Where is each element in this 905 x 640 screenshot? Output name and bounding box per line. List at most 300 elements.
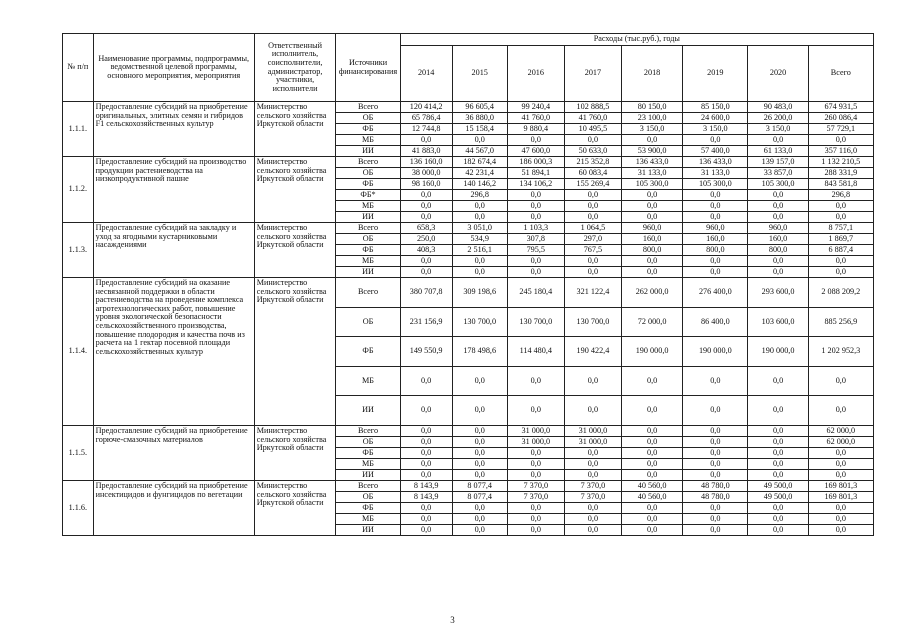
year-value: 795,5 [507, 245, 564, 256]
year-value: 9 880,4 [507, 124, 564, 135]
year-value: 0,0 [400, 190, 452, 201]
header-year: 2019 [683, 46, 748, 102]
year-value: 2 516,1 [452, 245, 507, 256]
year-value: 0,0 [564, 135, 621, 146]
funding-source: ФБ [336, 245, 400, 256]
funding-source: Всего [336, 480, 400, 491]
year-value: 0,0 [400, 267, 452, 278]
year-value: 800,0 [748, 245, 808, 256]
row-number: 1.1.3. [63, 223, 94, 278]
year-value: 61 133,0 [748, 146, 808, 157]
year-value: 90 483,0 [748, 102, 808, 113]
year-value: 534,9 [452, 234, 507, 245]
year-value: 3 150,0 [621, 124, 682, 135]
year-value: 0,0 [748, 513, 808, 524]
year-value: 262 000,0 [621, 278, 682, 308]
year-value: 0,0 [564, 513, 621, 524]
row-number: 1.1.1. [63, 102, 94, 157]
year-value: 0,0 [507, 267, 564, 278]
funding-source: Всего [336, 278, 400, 308]
total-value: 6 887,4 [808, 245, 873, 256]
year-value: 0,0 [683, 447, 748, 458]
year-value: 0,0 [452, 212, 507, 223]
year-value: 114 480,4 [507, 337, 564, 367]
total-value: 169 801,3 [808, 480, 873, 491]
year-value: 0,0 [400, 458, 452, 469]
year-value: 250,0 [400, 234, 452, 245]
year-value: 0,0 [621, 469, 682, 480]
funding-source: ОБ [336, 168, 400, 179]
year-value: 0,0 [452, 436, 507, 447]
year-value: 31 000,0 [507, 425, 564, 436]
year-value: 178 498,6 [452, 337, 507, 367]
year-value: 31 133,0 [683, 168, 748, 179]
year-value: 0,0 [400, 135, 452, 146]
year-value: 0,0 [452, 396, 507, 426]
year-value: 0,0 [621, 190, 682, 201]
funding-source: ОБ [336, 234, 400, 245]
year-value: 0,0 [683, 267, 748, 278]
year-value: 182 674,4 [452, 157, 507, 168]
year-value: 96 605,4 [452, 102, 507, 113]
table-row [63, 157, 874, 168]
year-value: 7 370,0 [564, 480, 621, 491]
year-value: 41 760,0 [507, 113, 564, 124]
year-value: 3 051,0 [452, 223, 507, 234]
responsible-executor: Министерство сельского хозяйства Иркутской области [254, 425, 336, 480]
year-value: 72 000,0 [621, 307, 682, 337]
year-value: 50 633,0 [564, 146, 621, 157]
year-value: 767,5 [564, 245, 621, 256]
year-value: 0,0 [507, 396, 564, 426]
header-number: № п/п [63, 34, 94, 102]
year-value: 0,0 [683, 212, 748, 223]
year-value: 0,0 [564, 212, 621, 223]
funding-source: ОБ [336, 436, 400, 447]
year-value: 0,0 [748, 201, 808, 212]
year-value: 0,0 [564, 524, 621, 535]
total-value: 0,0 [808, 524, 873, 535]
year-value: 98 160,0 [400, 179, 452, 190]
total-value: 843 581,8 [808, 179, 873, 190]
measure-name: Предоставление субсидий на оказание несвязанной поддержки в области растениеводства на проведение комплекса агротехнологических работ, повышение уровня экологической безопасности сельскохозяйственного производства, повышение плодородия и качества почв из расчета на 1 гектар посевной площади сельскохозяйственных культур [93, 278, 254, 426]
total-value: 0,0 [808, 469, 873, 480]
responsible-executor: Министерство сельского хозяйства Иркутской области [254, 102, 336, 157]
funding-source: ИИ [336, 524, 400, 535]
year-value: 186 000,3 [507, 157, 564, 168]
year-value: 0,0 [683, 524, 748, 535]
year-value: 0,0 [564, 201, 621, 212]
year-value: 0,0 [683, 458, 748, 469]
year-value: 0,0 [452, 201, 507, 212]
year-value: 31 000,0 [564, 436, 621, 447]
year-value: 0,0 [748, 366, 808, 396]
year-value: 41 883,0 [400, 146, 452, 157]
year-value: 0,0 [683, 425, 748, 436]
year-value: 408,3 [400, 245, 452, 256]
total-value: 57 729,1 [808, 124, 873, 135]
header-year: Всего [808, 46, 873, 102]
funding-source: ИИ [336, 146, 400, 157]
year-value: 0,0 [564, 458, 621, 469]
total-value: 885 256,9 [808, 307, 873, 337]
year-value: 0,0 [452, 135, 507, 146]
year-value: 0,0 [621, 135, 682, 146]
funding-source: Всего [336, 157, 400, 168]
year-value: 0,0 [400, 502, 452, 513]
year-value: 0,0 [507, 447, 564, 458]
year-value: 155 269,4 [564, 179, 621, 190]
header-year: 2015 [452, 46, 507, 102]
year-value: 0,0 [452, 502, 507, 513]
year-value: 65 786,4 [400, 113, 452, 124]
year-value: 960,0 [621, 223, 682, 234]
year-value: 0,0 [507, 201, 564, 212]
year-value: 297,0 [564, 234, 621, 245]
year-value: 3 150,0 [748, 124, 808, 135]
year-value: 0,0 [400, 396, 452, 426]
year-value: 26 200,0 [748, 113, 808, 124]
year-value: 0,0 [683, 436, 748, 447]
year-value: 190 422,4 [564, 337, 621, 367]
year-value: 136 433,0 [683, 157, 748, 168]
total-value: 1 869,7 [808, 234, 873, 245]
year-value: 0,0 [507, 458, 564, 469]
year-value: 139 157,0 [748, 157, 808, 168]
year-value: 136 160,0 [400, 157, 452, 168]
year-value: 0,0 [507, 212, 564, 223]
year-value: 0,0 [621, 436, 682, 447]
year-value: 0,0 [564, 447, 621, 458]
total-value: 357 116,0 [808, 146, 873, 157]
year-value: 160,0 [748, 234, 808, 245]
table-row [63, 425, 874, 436]
funding-source: ОБ [336, 491, 400, 502]
header-responsible: Ответственный исполнитель, соисполнители, администратор, участники, исполнители [254, 34, 336, 102]
total-value: 169 801,3 [808, 491, 873, 502]
funding-source: ИИ [336, 267, 400, 278]
funding-source: МБ [336, 458, 400, 469]
row-number: 1.1.6. [63, 480, 94, 535]
year-value: 44 567,0 [452, 146, 507, 157]
year-value: 190 000,0 [621, 337, 682, 367]
year-value: 85 150,0 [683, 102, 748, 113]
total-value: 1 132 210,5 [808, 157, 873, 168]
year-value: 149 550,9 [400, 337, 452, 367]
year-value: 7 370,0 [507, 491, 564, 502]
row-number: 1.1.2. [63, 157, 94, 223]
year-value: 0,0 [452, 524, 507, 535]
total-value: 62 000,0 [808, 436, 873, 447]
total-value: 0,0 [808, 267, 873, 278]
total-value: 0,0 [808, 366, 873, 396]
year-value: 0,0 [507, 502, 564, 513]
year-value: 0,0 [683, 513, 748, 524]
year-value: 960,0 [748, 223, 808, 234]
measure-name: Предоставление субсидий на приобретение оригинальных, элитных семян и гибридов F1 сельскохозяйственных культур [93, 102, 254, 157]
year-value: 0,0 [400, 436, 452, 447]
year-value: 0,0 [507, 469, 564, 480]
year-value: 0,0 [452, 513, 507, 524]
year-value: 57 400,0 [683, 146, 748, 157]
year-value: 0,0 [452, 469, 507, 480]
total-value: 0,0 [808, 212, 873, 223]
year-value: 47 600,0 [507, 146, 564, 157]
year-value: 86 400,0 [683, 307, 748, 337]
year-value: 0,0 [683, 201, 748, 212]
year-value: 0,0 [507, 513, 564, 524]
year-value: 0,0 [621, 256, 682, 267]
year-value: 0,0 [683, 190, 748, 201]
funding-source: ФБ [336, 447, 400, 458]
year-value: 105 300,0 [621, 179, 682, 190]
year-value: 0,0 [683, 502, 748, 513]
year-value: 130 700,0 [564, 307, 621, 337]
year-value: 0,0 [452, 256, 507, 267]
funding-source: ИИ [336, 396, 400, 426]
responsible-executor: Министерство сельского хозяйства Иркутской области [254, 157, 336, 223]
funding-source: МБ [336, 513, 400, 524]
year-value: 48 780,0 [683, 491, 748, 502]
year-value: 8 143,9 [400, 491, 452, 502]
year-value: 0,0 [748, 524, 808, 535]
year-value: 0,0 [452, 425, 507, 436]
total-value: 1 202 952,3 [808, 337, 873, 367]
total-value: 62 000,0 [808, 425, 873, 436]
year-value: 0,0 [621, 425, 682, 436]
year-value: 0,0 [748, 458, 808, 469]
year-value: 658,3 [400, 223, 452, 234]
year-value: 0,0 [564, 396, 621, 426]
year-value: 10 495,5 [564, 124, 621, 135]
year-value: 51 894,1 [507, 168, 564, 179]
total-value: 0,0 [808, 135, 873, 146]
total-value: 0,0 [808, 447, 873, 458]
year-value: 103 600,0 [748, 307, 808, 337]
year-value: 24 600,0 [683, 113, 748, 124]
year-value: 190 000,0 [683, 337, 748, 367]
year-value: 38 000,0 [400, 168, 452, 179]
year-value: 0,0 [452, 458, 507, 469]
year-value: 0,0 [748, 436, 808, 447]
header-year: 2018 [621, 46, 682, 102]
year-value: 42 231,4 [452, 168, 507, 179]
year-value: 1 103,3 [507, 223, 564, 234]
year-value: 960,0 [683, 223, 748, 234]
year-value: 80 150,0 [621, 102, 682, 113]
year-value: 8 143,9 [400, 480, 452, 491]
year-value: 0,0 [507, 366, 564, 396]
year-value: 0,0 [564, 190, 621, 201]
year-value: 0,0 [452, 267, 507, 278]
year-value: 60 083,4 [564, 168, 621, 179]
year-value: 0,0 [748, 396, 808, 426]
year-value: 105 300,0 [748, 179, 808, 190]
year-value: 136 433,0 [621, 157, 682, 168]
year-value: 0,0 [683, 469, 748, 480]
funding-source: ОБ [336, 113, 400, 124]
year-value: 3 150,0 [683, 124, 748, 135]
year-value: 321 122,4 [564, 278, 621, 308]
year-value: 0,0 [621, 366, 682, 396]
year-value: 0,0 [400, 256, 452, 267]
year-value: 0,0 [400, 366, 452, 396]
funding-source: МБ [336, 135, 400, 146]
funding-source: МБ [336, 256, 400, 267]
row-number: 1.1.5. [63, 425, 94, 480]
year-value: 31 000,0 [507, 436, 564, 447]
responsible-executor: Министерство сельского хозяйства Иркутской области [254, 278, 336, 426]
header-year: 2016 [507, 46, 564, 102]
row-number: 1.1.4. [63, 278, 94, 426]
year-value: 140 146,2 [452, 179, 507, 190]
funding-source: ФБ [336, 124, 400, 135]
year-value: 0,0 [748, 256, 808, 267]
year-value: 134 106,2 [507, 179, 564, 190]
year-value: 49 500,0 [748, 480, 808, 491]
table-row [63, 278, 874, 308]
year-value: 120 414,2 [400, 102, 452, 113]
year-value: 0,0 [507, 135, 564, 146]
year-value: 0,0 [748, 425, 808, 436]
year-value: 0,0 [400, 469, 452, 480]
year-value: 0,0 [400, 447, 452, 458]
funding-source: Всего [336, 425, 400, 436]
year-value: 40 560,0 [621, 491, 682, 502]
year-value: 0,0 [621, 212, 682, 223]
year-value: 800,0 [621, 245, 682, 256]
year-value: 0,0 [748, 502, 808, 513]
year-value: 12 744,8 [400, 124, 452, 135]
funding-source: ФБ [336, 502, 400, 513]
year-value: 1 064,5 [564, 223, 621, 234]
year-value: 0,0 [748, 212, 808, 223]
header-name: Наименование программы, подпрограммы, ведомственной целевой программы, основного мероприятия, мероприятия [93, 34, 254, 102]
year-value: 33 857,0 [748, 168, 808, 179]
year-value: 160,0 [683, 234, 748, 245]
funding-source: МБ [336, 366, 400, 396]
year-value: 0,0 [748, 190, 808, 201]
total-value: 0,0 [808, 201, 873, 212]
total-value: 0,0 [808, 256, 873, 267]
total-value: 288 331,9 [808, 168, 873, 179]
year-value: 231 156,9 [400, 307, 452, 337]
year-value: 0,0 [564, 267, 621, 278]
year-value: 36 880,0 [452, 113, 507, 124]
total-value: 0,0 [808, 513, 873, 524]
year-value: 40 560,0 [621, 480, 682, 491]
measure-name: Предоставление субсидий на приобретение горюче-смазочных материалов [93, 425, 254, 480]
year-value: 0,0 [621, 524, 682, 535]
year-value: 130 700,0 [507, 307, 564, 337]
funding-source: ФБ [336, 179, 400, 190]
header-year: 2017 [564, 46, 621, 102]
year-value: 307,8 [507, 234, 564, 245]
year-value: 0,0 [748, 267, 808, 278]
year-value: 800,0 [683, 245, 748, 256]
year-value: 48 780,0 [683, 480, 748, 491]
year-value: 0,0 [748, 447, 808, 458]
year-value: 296,8 [452, 190, 507, 201]
year-value: 0,0 [621, 267, 682, 278]
year-value: 0,0 [683, 396, 748, 426]
year-value: 309 198,6 [452, 278, 507, 308]
funding-source: Всего [336, 223, 400, 234]
year-value: 102 888,5 [564, 102, 621, 113]
measure-name: Предоставление субсидий на производство продукции растениеводства на низкопродуктивной пашне [93, 157, 254, 223]
header-expenses: Расходы (тыс.руб.), годы [400, 34, 873, 46]
measure-name: Предоставление субсидий на закладку и уход за ягодными кустарниковыми насаждениями [93, 223, 254, 278]
year-value: 0,0 [400, 513, 452, 524]
responsible-executor: Министерство сельского хозяйства Иркутской области [254, 223, 336, 278]
funding-source: ОБ [336, 307, 400, 337]
year-value: 380 707,8 [400, 278, 452, 308]
funding-source: ИИ [336, 469, 400, 480]
header-year: 2020 [748, 46, 808, 102]
year-value: 0,0 [748, 135, 808, 146]
funding-source: ИИ [336, 212, 400, 223]
year-value: 0,0 [621, 396, 682, 426]
total-value: 2 088 209,2 [808, 278, 873, 308]
year-value: 0,0 [621, 502, 682, 513]
total-value: 674 931,5 [808, 102, 873, 113]
year-value: 215 352,8 [564, 157, 621, 168]
total-value: 260 086,4 [808, 113, 873, 124]
year-value: 31 133,0 [621, 168, 682, 179]
year-value: 0,0 [507, 256, 564, 267]
year-value: 160,0 [621, 234, 682, 245]
measure-name: Предоставление субсидий на приобретение инсектицидов и фунгицидов по вегетации [93, 480, 254, 535]
header-funding-source: Источники финансирования [336, 34, 400, 102]
year-value: 190 000,0 [748, 337, 808, 367]
year-value: 0,0 [621, 513, 682, 524]
year-value: 0,0 [564, 469, 621, 480]
year-value: 0,0 [452, 447, 507, 458]
year-value: 0,0 [400, 201, 452, 212]
year-value: 0,0 [400, 212, 452, 223]
year-value: 0,0 [621, 458, 682, 469]
funding-source: ФБ* [336, 190, 400, 201]
year-value: 0,0 [507, 524, 564, 535]
year-value: 293 600,0 [748, 278, 808, 308]
funding-source: ФБ [336, 337, 400, 367]
year-value: 8 077,4 [452, 491, 507, 502]
page-number: 3 [450, 615, 455, 625]
year-value: 15 158,4 [452, 124, 507, 135]
year-value: 0,0 [400, 425, 452, 436]
year-value: 0,0 [452, 366, 507, 396]
year-value: 0,0 [621, 201, 682, 212]
year-value: 49 500,0 [748, 491, 808, 502]
year-value: 0,0 [683, 135, 748, 146]
year-value: 31 000,0 [564, 425, 621, 436]
year-value: 23 100,0 [621, 113, 682, 124]
total-value: 0,0 [808, 396, 873, 426]
year-value: 130 700,0 [452, 307, 507, 337]
year-value: 0,0 [400, 524, 452, 535]
year-value: 245 180,4 [507, 278, 564, 308]
financing-table [62, 33, 874, 536]
funding-source: Всего [336, 102, 400, 113]
year-value: 0,0 [621, 447, 682, 458]
year-value: 105 300,0 [683, 179, 748, 190]
header-year: 2014 [400, 46, 452, 102]
year-value: 0,0 [564, 256, 621, 267]
year-value: 41 760,0 [564, 113, 621, 124]
total-value: 8 757,1 [808, 223, 873, 234]
year-value: 53 900,0 [621, 146, 682, 157]
total-value: 296,8 [808, 190, 873, 201]
